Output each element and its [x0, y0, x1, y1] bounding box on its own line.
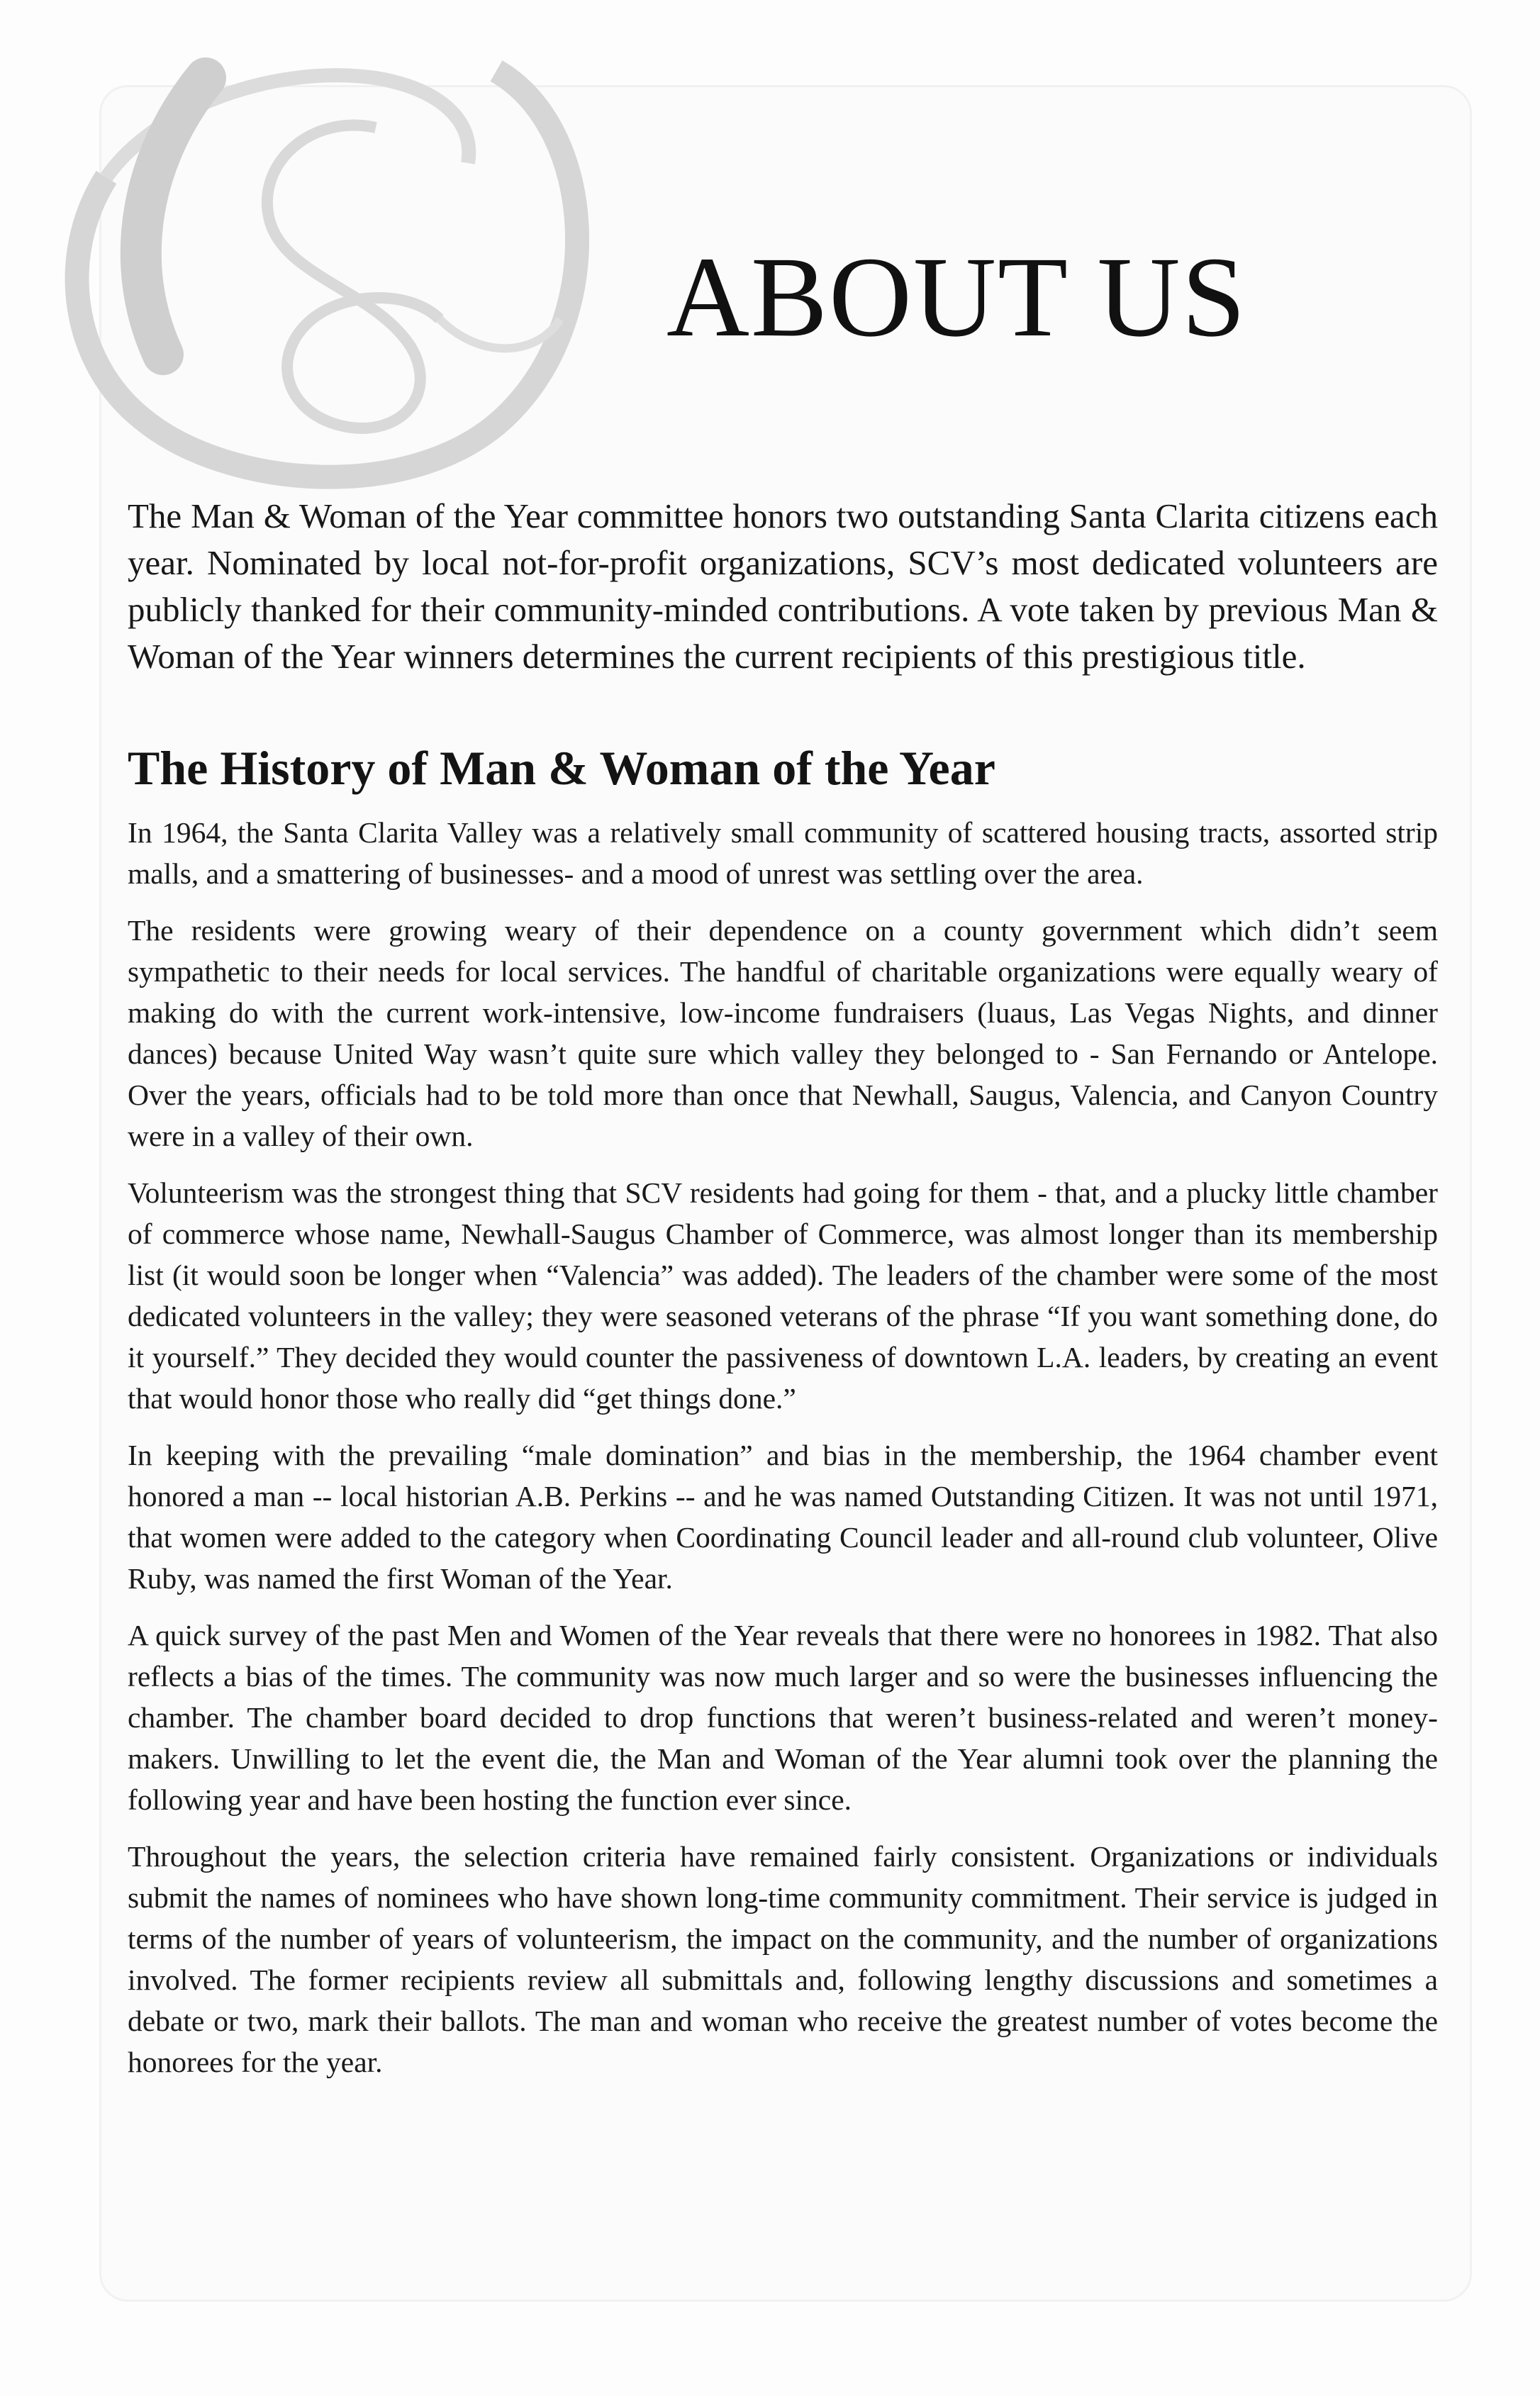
monogram-tail	[440, 319, 560, 348]
history-paragraph: Volunteerism was the strongest thing that SCV residents had going for them - that, and a plucky little chamber of commerce whose name, Newhall-Saugus Chamber of Commerce, was almost longer than its membership list (it would soon be longer when “Valencia” was added). The leaders of the chamber were some of the most dedicated volunteers in the valley; they were seasoned veterans of the phrase “If you want something done, do it yourself.” They decided they would counter the passiveness of downtown L.A. leaders, by creating an event that would honor those who really did “get things done.”	[128, 1176, 1438, 1415]
history-paragraph: A quick survey of the past Men and Women of the Year reveals that there were no honorees in 1982. That also reflects a bias of the times. The community was now much larger and so were the businesses influencing the chamber. The chamber board decided to drop functions that weren’t business-related and weren’t money-makers. Unwilling to let the event die, the Man and Woman of the Year alumni took over the planning the following year and have been hosting the function ever since.	[128, 1619, 1438, 1816]
history-paragraph: The residents were growing weary of their dependence on a county government which didn’t seem sympathetic to their needs for local services. The handful of charitable organizations were equally weary of making do with the current work-intensive, low-income fundraisers (luaus, Las Vegas Nights, and dinner dances) because United Way wasn’t quite sure which valley they belonged to - San Fernando or Antelope. Over the years, officials had to be told more than once that Newhall, Saugus, Valencia, and Canyon Country were in a valley of their own.	[128, 914, 1438, 1152]
monogram-loop	[267, 126, 440, 428]
monogram-stroke-left	[141, 78, 206, 355]
intro-paragraph: The Man & Woman of the Year committee honors two outstanding Santa Clarita citizens each year. Nominated by local not-for-profit organizations, SCV’s most dedicated volunteers are publicly thanked for their community-minded contributions. A vote taken by previous Man & Woman of the Year winners determines the current recipients of this prestigious title.	[128, 496, 1438, 676]
history-paragraph: In 1964, the Santa Clarita Valley was a relatively small community of scattered housing tracts, assorted strip malls, and a smattering of businesses- and a mood of unrest was settling over the area.	[128, 816, 1438, 890]
history-heading: The History of Man & Woman of the Year	[128, 741, 995, 795]
history-section	[128, 738, 1438, 2083]
page-title: ABOUT US	[666, 234, 1247, 361]
history-paragraph: Throughout the years, the selection criteria have remained fairly consistent. Organizations or individuals submit the names of nominees who have shown long-time community commitment. Their service is judged in terms of the number of years of volunteerism, the impact on the community, and the number of organizations involved. The former recipients review all submittals and, following lengthy discussions and sometimes a debate or two, mark their ballots. The man and woman who receive the greatest number of votes become the honorees for the year.	[128, 1840, 1438, 2078]
page-content	[128, 493, 1438, 2083]
history-paragraph: In keeping with the prevailing “male domination” and bias in the membership, the 1964 chamber event honored a man -- local historian A.B. Perkins -- and he was named Outstanding Citizen. It was not until 1971, that women were added to the category when Coordinating Council leader and all-round club volunteer, Olive Ruby, was named the first Woman of the Year.	[128, 1439, 1438, 1595]
monogram-ornament	[43, 21, 624, 489]
